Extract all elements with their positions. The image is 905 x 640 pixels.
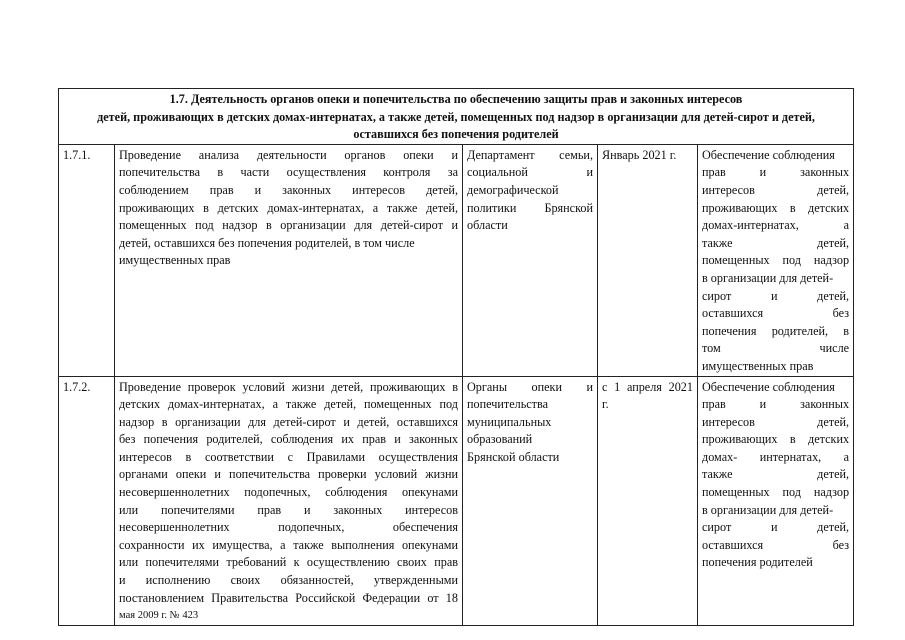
text-line: Обеспечение соблюдения xyxy=(702,147,835,162)
text-line: социальной и xyxy=(467,165,593,180)
text-line: помещенных под надзор в организации для детей-сирот и xyxy=(119,218,458,233)
text-line: оставшихся без xyxy=(702,306,850,321)
section-header-line: оставшихся без попечения родителей xyxy=(353,127,559,142)
item-description xyxy=(115,144,463,376)
item-result xyxy=(698,376,854,625)
text-line: также детей, xyxy=(702,467,850,482)
table-row xyxy=(59,144,854,376)
table-row xyxy=(59,376,854,625)
text-line: прав и законных xyxy=(702,397,850,412)
text-line: помещенных под надзор xyxy=(702,485,850,500)
text-line: имущественных прав xyxy=(119,253,231,268)
text-line: в организации для детей- xyxy=(702,270,834,285)
text-line: несовершеннолетних подопечных, обеспечения xyxy=(119,520,458,535)
text-line: помещенных под надзор xyxy=(702,253,850,268)
text-line: с 1 апреля 2021 xyxy=(602,379,693,394)
text-line: демографической xyxy=(467,182,559,197)
text-line: Департамент семьи, xyxy=(467,147,593,162)
text-line: Проведение анализа деятельности органов опеки и xyxy=(119,147,458,162)
item-deadline xyxy=(598,376,698,625)
text-line: домах-интернатах, а xyxy=(702,218,850,233)
text-line: интересов в соответствии с Правилами осуществления xyxy=(119,449,458,464)
text-line: без попечения родителей, соблюдения их прав и законных xyxy=(119,432,458,447)
text-line: том числе xyxy=(702,341,850,356)
text-line: соблюдением прав и законных интересов детей, xyxy=(119,182,458,197)
text-line: постановлением Правительства Российской Федерации от 18 xyxy=(119,590,458,605)
text-line: образований xyxy=(467,432,533,447)
text-line: имущественных прав xyxy=(702,358,814,373)
item-result xyxy=(698,144,854,376)
text-line: Проведение проверок условий жизни детей, проживающих в xyxy=(119,379,458,394)
item-deadline xyxy=(598,144,698,376)
item-number: 1.7.2. xyxy=(59,376,115,625)
text-line: сирот и детей, xyxy=(702,288,850,303)
text-line: и исполнению своих обязанностей, утвержденными xyxy=(119,573,458,588)
text-line: в организации для детей- xyxy=(702,502,834,517)
item-description xyxy=(115,376,463,625)
item-responsible xyxy=(463,376,598,625)
text-line: домах- интернатах, а xyxy=(702,449,850,464)
text-line: проживающих в детских домах-интернатах, а также детей, xyxy=(119,200,458,215)
text-line: сирот и детей, xyxy=(702,520,850,535)
text-line: г. xyxy=(602,397,609,412)
text-line: надзор в организации для детей-сирот и детей, оставшихся xyxy=(119,414,458,429)
text-line: или попечителями прав и законных интересов xyxy=(119,502,458,517)
section-header-line: 1.7. Деятельность органов опеки и попечительства по обеспечению защиты прав и законных интересов xyxy=(169,92,743,106)
text-line: прав и законных xyxy=(702,165,850,180)
text-line: области xyxy=(467,218,508,233)
text-line: проживающих в детских xyxy=(702,200,850,215)
text-line: Обеспечение соблюдения xyxy=(702,379,835,394)
text-line: мая 2009 г. № 423 xyxy=(119,610,199,622)
text-line: попечительства xyxy=(467,397,549,412)
text-line: интересов детей, xyxy=(702,182,850,197)
text-line: сохранности их имущества, а также выполнения опекунами xyxy=(119,537,458,552)
section-header-row xyxy=(59,89,854,145)
text-line: оставшихся без xyxy=(702,537,850,552)
text-line: политики Брянской xyxy=(467,200,593,215)
text-line: органами опеки и попечительства проверки условий жизни xyxy=(119,467,458,482)
text-line: проживающих в детских xyxy=(702,432,850,447)
text-line: детских домах-интернатах, а также детей, помещенных под xyxy=(119,397,458,412)
text-line: Органы опеки и xyxy=(467,379,593,394)
text-line: попечения родителей, в xyxy=(702,323,850,338)
text-line: попечения родителей xyxy=(702,555,813,570)
section-header-line: детей, проживающих в детских домах-интернатах, а также детей, помещенных под надзор в организации для детей-сирот и детей, xyxy=(97,109,815,124)
text-line: Брянской области xyxy=(467,449,560,464)
item-responsible xyxy=(463,144,598,376)
text-line: интересов детей, xyxy=(702,414,850,429)
text-line: детей, оставшихся без попечения родителей, в том числе xyxy=(119,235,415,250)
section-header xyxy=(59,89,854,145)
text-line: или попечителями требований к осуществлению своих прав xyxy=(119,555,458,570)
item-number: 1.7.1. xyxy=(59,144,115,376)
text-line: Январь 2021 г. xyxy=(602,147,677,162)
text-line: также детей, xyxy=(702,235,850,250)
text-line: попечительства в части осуществления контроля за xyxy=(119,165,458,180)
text-line: муниципальных xyxy=(467,414,552,429)
text-line: несовершеннолетних подопечных, соблюдения опекунами xyxy=(119,485,458,500)
measures-table xyxy=(58,88,854,626)
